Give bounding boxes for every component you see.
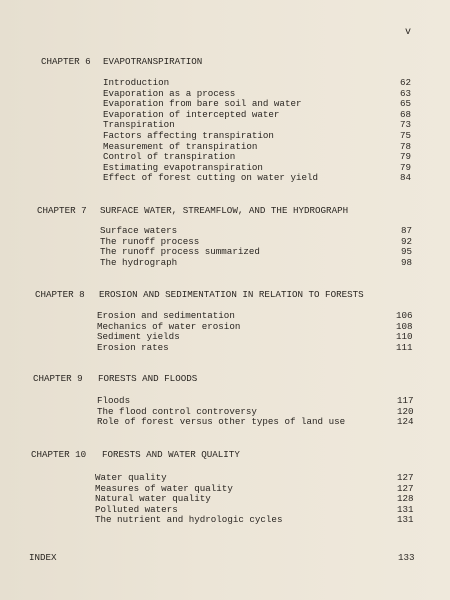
entry-label: Natural water quality [95,493,211,505]
entry-page: 78 [400,140,412,152]
index-label: INDEX [29,552,57,563]
chapter-entries [95,473,417,526]
entry-label: Polluted waters [95,503,178,515]
chapter-title: FORESTS AND WATER QUALITY [102,449,240,460]
chapter-number: CHAPTER 6 [41,56,91,67]
entry-label: The flood control controversy [97,405,257,417]
toc-entry [97,343,417,354]
chapter-entries [100,226,415,268]
entry-label: The nutrient and hydrologic cycles [95,514,283,526]
entry-label: Evaporation as a process [103,87,236,99]
toc-entry [100,258,415,269]
entry-page: 128 [397,493,414,505]
entry-page: 87 [401,225,413,236]
entry-page: 98 [401,256,413,268]
entry-label: Surface waters [100,225,178,236]
entry-label: Water quality [95,472,167,483]
chapter-number: CHAPTER 10 [31,449,87,460]
entry-page: 131 [397,514,414,526]
entry-label: Transpiration [103,119,175,131]
page-number: v [405,27,412,38]
entry-page: 106 [396,310,413,321]
toc-entry [97,417,417,428]
chapter-title: EVAPOTRANSPIRATION [103,56,203,67]
chapter-number: CHAPTER 7 [37,205,87,216]
entry-page: 73 [400,119,412,131]
chapter-title: EROSION AND SEDIMENTATION IN RELATION TO FORESTS [99,289,364,300]
entry-label: The hydrograph [100,256,178,268]
entry-label: Role of forest versus other types of land use [97,416,346,428]
entry-page: 120 [397,405,414,417]
entry-label: Mechanics of water erosion [97,320,241,332]
entry-label: Control of transpiration [103,151,236,163]
chapter-number: CHAPTER 8 [35,289,85,300]
entry-page: 127 [397,482,414,494]
entry-label: Introduction [103,77,170,88]
entry-page: 84 [400,172,412,184]
entry-page: 117 [397,395,414,406]
entry-page: 95 [401,246,413,258]
chapter-title: SURFACE WATER, STREAMFLOW, AND THE HYDROGRAPH [100,205,349,216]
entry-page: 127 [397,472,414,483]
chapter-entries [97,396,417,428]
chapter-entries [97,311,417,353]
entry-label: Erosion and sedimentation [97,310,235,321]
entry-page: 79 [400,161,412,173]
index-entry [29,552,419,563]
toc-entry [95,515,417,526]
entry-page: 124 [397,416,414,428]
chapter-title: FORESTS AND FLOODS [98,373,198,384]
entry-page: 108 [396,320,413,332]
entry-page: 65 [400,98,412,110]
entry-page: 92 [401,235,413,247]
entry-page: 62 [400,77,412,88]
entry-page: 110 [396,331,413,343]
entry-page: 75 [400,129,412,141]
chapter-number: CHAPTER 9 [33,373,83,384]
entry-label: Evaporation of intercepted water [103,108,280,120]
chapter-entries [103,78,413,184]
entry-label: Effect of forest cutting on water yield [103,172,319,184]
entry-page: 79 [400,151,412,163]
entry-page: 63 [400,87,412,99]
toc-entry [103,173,413,184]
entry-label: Measurement of transpiration [103,140,258,152]
entry-label: Measures of water quality [95,482,233,494]
entry-label: Erosion rates [97,341,169,353]
entry-page: 68 [400,108,412,120]
entry-label: Floods [97,395,131,406]
index-page: 133 [398,552,415,563]
entry-page: 131 [397,503,414,515]
entry-label: Sediment yields [97,331,180,343]
entry-label: Evaporation from bare soil and water [103,98,302,110]
entry-page: 111 [396,341,413,353]
entry-label: The runoff process summarized [100,246,260,258]
entry-label: Factors affecting transpiration [103,129,274,141]
entry-label: Estimating evapotranspiration [103,161,263,173]
entry-label: The runoff process [100,235,200,247]
